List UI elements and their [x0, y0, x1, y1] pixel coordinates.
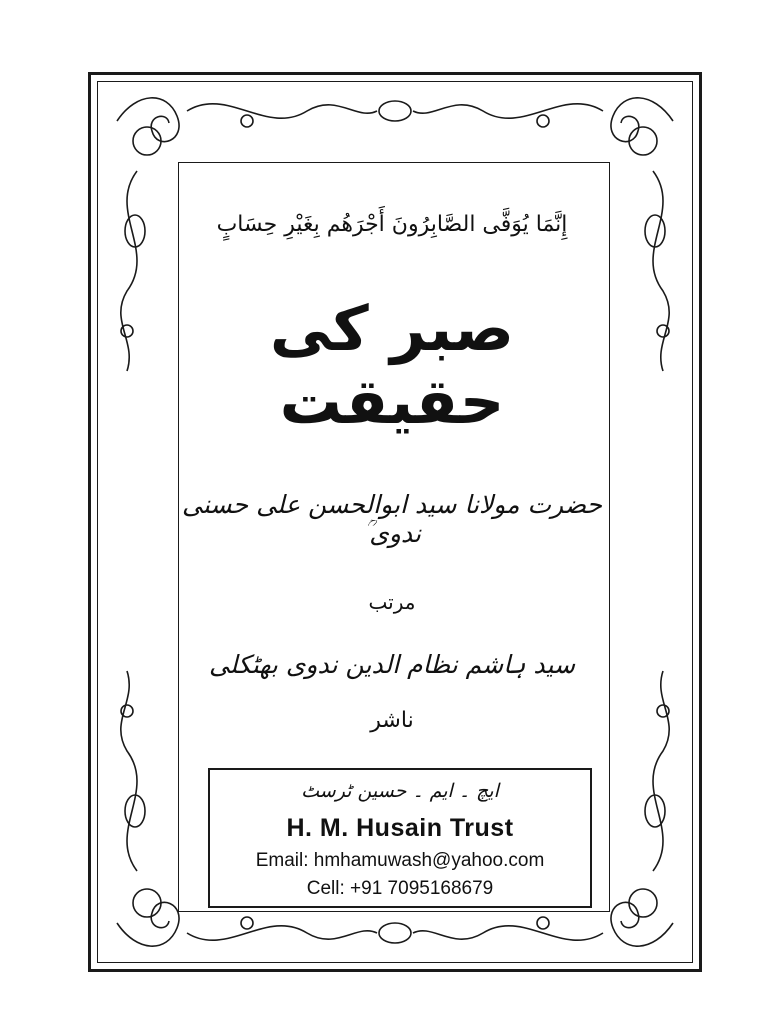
publisher-label: ناشر [370, 708, 414, 733]
publisher-email: Email: hmhamuwash@yahoo.com [255, 850, 545, 871]
book-title: صبر کی حقیقت [269, 292, 515, 438]
publisher-name: H. M. Husain Trust [286, 814, 514, 842]
publisher-box [208, 768, 592, 908]
compiler-label: مرتب [368, 590, 416, 614]
compiler-name: سید ہاشم نظام الدین ندوی بھٹکلی [208, 650, 576, 679]
author-name: حضرت مولانا سید ابوالحسن علی حسنی ندوی ؒ [182, 490, 602, 548]
publisher-urdu-name: ایچ ۔ ایم ۔ حسین ٹرسٹ [301, 780, 499, 802]
publisher-phone: Cell: +91 7095168679 [306, 878, 494, 899]
quran-verse: إِنَّمَا يُوَفَّى الصَّابِرُونَ أَجْرَهُم بِغَيْرِ حِسَابٍ [216, 212, 568, 237]
